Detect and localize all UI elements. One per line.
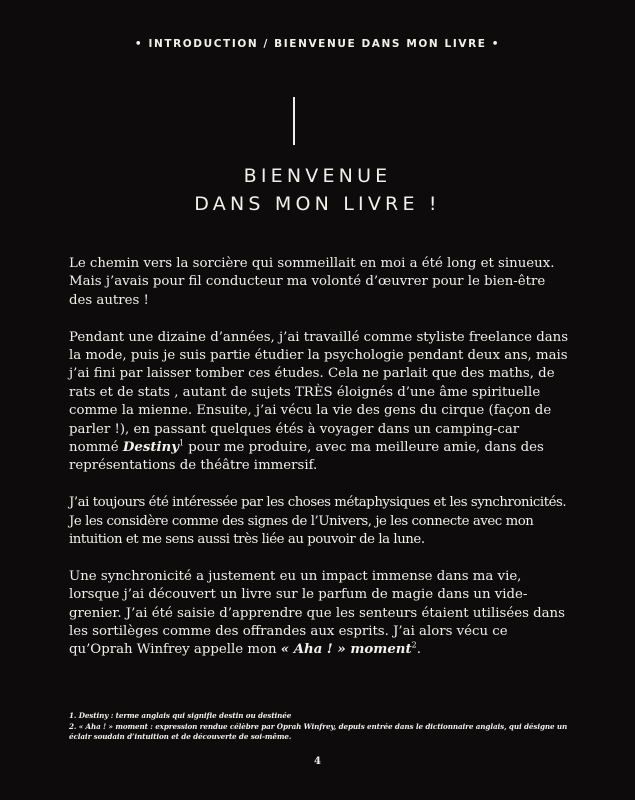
- paragraph-3: J’ai toujours été intéressée par les choses métaphysiques et les synchronicités. Je les considère comme des signes de l’Univers, je les connecte avec mon intuition et me sens aussi très liée au pouvoir de la lune.: [69, 495, 567, 548]
- chapter-title: [0, 162, 635, 218]
- paragraph-4-text-b: .: [416, 642, 421, 658]
- chapter-title-line-2: DANS MON LIVRE !: [194, 193, 441, 215]
- footnote-2: 2. « Aha ! » moment : expression rendue célèbre par Oprah Winfrey, depuis entrée dans le dictionnaire anglais, qui désigne un éclair soudain d’intuition et de découverte de soi-même.: [69, 721, 568, 741]
- footnote-ref-2: 2: [411, 641, 417, 651]
- paragraph-2-text-a: Pendant une dizaine d’années, j’ai travaillé comme styliste freelance dans la mode, puis je suis partie étudier la psychologie pendant deux ans, mais j’ai fini par laisser tomber ces études. Cela ne parlait que des maths, de rats et de stats , autant de sujets TRÈS éloignés d’une âme spirituelle comme la mienne. Ensuite, j’ai vécu la vie des gens du cirque (façon de parler !), en passant quelques étés à voyager dans un camping-car nommé: [69, 329, 569, 456]
- paragraph-2-text-b: pour me produire, avec ma meilleure amie, dans des représentations de théâtre immersif.: [69, 440, 544, 474]
- paragraph-2: [69, 329, 569, 476]
- chapter-title-line-1: BIENVENUE: [243, 165, 392, 187]
- paragraph-4-text-a: Une synchronicité a justement eu un impact immense dans ma vie, lorsque j’ai découvert un livre sur le parfum de magie dans un vide-grenier. J’ai été saisie d’apprendre que les senteurs étaient utilisées dans les sortilèges comme des offrandes aux esprits. J’ai alors vécu ce qu’Oprah Winfrey appelle mon: [69, 568, 565, 658]
- vertical-divider: [293, 97, 295, 145]
- footnotes: [69, 711, 589, 743]
- paragraph-1: Le chemin vers la sorcière qui sommeillait en moi a été long et sinueux. Mais j’avais pour fil conducteur ma volonté d’œuvrer pour le bien-être des autres !: [69, 256, 555, 308]
- aha-moment-term: « Aha ! » moment: [280, 642, 412, 658]
- running-head: • INTRODUCTION / BIENVENUE DANS MON LIVRE •: [134, 38, 501, 50]
- paragraph-4: [69, 568, 569, 660]
- body-text: [69, 255, 569, 678]
- footnote-ref-1: 1: [178, 438, 185, 448]
- destiny-term: Destiny: [122, 440, 179, 456]
- page-number: 4: [314, 756, 321, 767]
- footnote-1: 1. Destiny : terme anglais qui signifie destin ou destinée: [69, 711, 292, 720]
